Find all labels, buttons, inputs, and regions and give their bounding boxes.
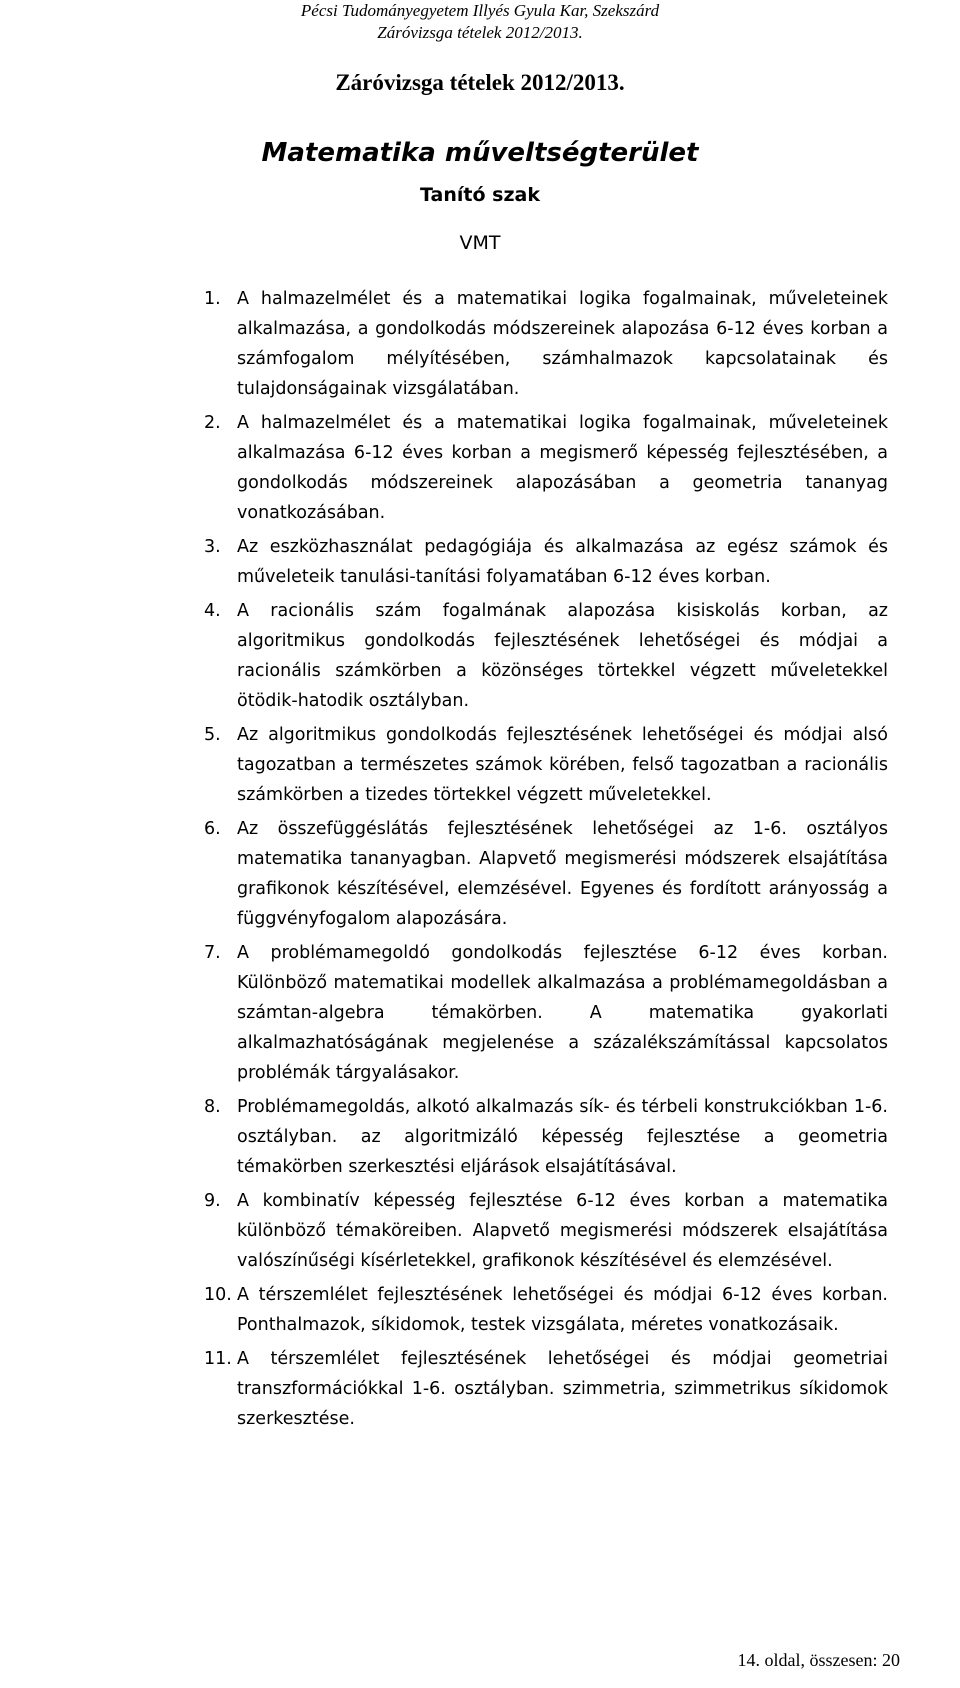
topic-text: Az eszközhasználat pedagógiája és alkalmazása az egész számok és műveleteik tanulási-tanítási folyamatában 6-12 éves korban. xyxy=(237,537,888,587)
topic-number: 2. xyxy=(204,413,221,433)
topic-item xyxy=(204,1344,888,1434)
topic-text: A halmazelmélet és a matematikai logika fogalmainak, műveleteinek alkalmazása 6-12 éves korban a megismerő képesség fejlesztésében, a gondolkodás módszereinek alapozásában a geometria tananyag vonatkozásában. xyxy=(237,413,888,523)
topic-text: Az algoritmikus gondolkodás fejlesztésének lehetőségei és módjai alsó tagozatban a természetes számok körében, felső tagozatban a racionális számkörben a tizedes törtekkel végzett műveletekkel. xyxy=(237,725,888,805)
topic-text: A halmazelmélet és a matematikai logika fogalmainak, műveleteinek alkalmazása, a gondolkodás módszereinek alapozása 6-12 éves korban a számfogalom mélyítésében, számhalmazok kapcsolatainak és tulajdonságainak vizsgálatában. xyxy=(237,289,888,399)
document-title: Záróvizsga tételek 2012/2013. xyxy=(335,70,625,95)
topic-number: 11. xyxy=(204,1349,232,1369)
topic-item xyxy=(204,596,888,716)
topic-item xyxy=(204,408,888,528)
topic-item xyxy=(204,1280,888,1340)
topic-text: A kombinatív képesség fejlesztése 6-12 éves korban a matematika különböző témaköreiben. Alapvető megismerési módszerek elsajátítása valószínűségi kísérletekkel, grafikonok készítésével és elemzésével. xyxy=(237,1191,888,1271)
topic-item xyxy=(204,720,888,810)
subject-heading: Matematika műveltségterület xyxy=(261,138,699,168)
topic-text: A térszemlélet fejlesztésének lehetőségei és módjai geometriai transzformációkkal 1-6. osztályban. szimmetria, szimmetrikus síkidomok szerkesztése. xyxy=(237,1349,888,1429)
topic-item xyxy=(204,938,888,1088)
topic-item xyxy=(204,814,888,934)
topic-text: A racionális szám fogalmának alapozása kisiskolás korban, az algoritmikus gondolkodás fejlesztésének lehetőségei és módjai a racionális számkörben a közönséges törtekkel végzett műveletekkel ötödik-hatodik osztályban. xyxy=(237,601,888,711)
topic-number: 10. xyxy=(204,1285,232,1305)
page-number-footer: 14. oldal, összesen: 20 xyxy=(737,1650,900,1670)
topic-number: 8. xyxy=(204,1097,221,1117)
header-exam-title: Záróvizsga tételek 2012/2013. xyxy=(377,23,583,42)
topic-number: 3. xyxy=(204,537,221,557)
topic-text: Problémamegoldás, alkotó alkalmazás sík- és térbeli konstrukciókban 1-6. osztályban. az algoritmizáló képesség fejlesztése a geometria témakörben szerkesztési eljárások elsajátításával. xyxy=(237,1097,888,1177)
topic-number: 1. xyxy=(204,289,221,309)
program-heading: Tanító szak xyxy=(420,184,540,206)
topic-item xyxy=(204,532,888,592)
topic-list xyxy=(0,284,960,1434)
topic-number: 6. xyxy=(204,819,221,839)
topic-text: A térszemlélet fejlesztésének lehetőségei és módjai 6-12 éves korban. Ponthalmazok, síkidomok, testek vizsgálata, méretes vonatkozásaik. xyxy=(237,1285,888,1335)
topic-text: Az összefüggéslátás fejlesztésének lehetőségei az 1-6. osztályos matematika tananyagban. Alapvető megismerési módszerek elsajátítása grafikonok készítésével, elemzésével. Egyenes és fordított arányosság a függvényfogalom alapozására. xyxy=(237,819,888,929)
topic-item xyxy=(204,1186,888,1276)
topic-number: 5. xyxy=(204,725,221,745)
topic-item xyxy=(204,1092,888,1182)
topic-number: 7. xyxy=(204,943,221,963)
topic-text: A problémamegoldó gondolkodás fejlesztése 6-12 éves korban. Különböző matematikai modellek alkalmazása a problémamegoldásban a számtan-algebra témakörben. A matematika gyakorlati alkalmazhatóságának megjelenése a százalékszámítással kapcsolatos problémák tárgyalásakor. xyxy=(237,943,888,1083)
topic-number: 9. xyxy=(204,1191,221,1211)
header-institution: Pécsi Tudományegyetem Illyés Gyula Kar, Szekszárd xyxy=(300,1,660,20)
track-heading: VMT xyxy=(459,232,501,254)
page-header xyxy=(0,0,960,44)
topic-item xyxy=(204,284,888,404)
topic-number: 4. xyxy=(204,601,221,621)
